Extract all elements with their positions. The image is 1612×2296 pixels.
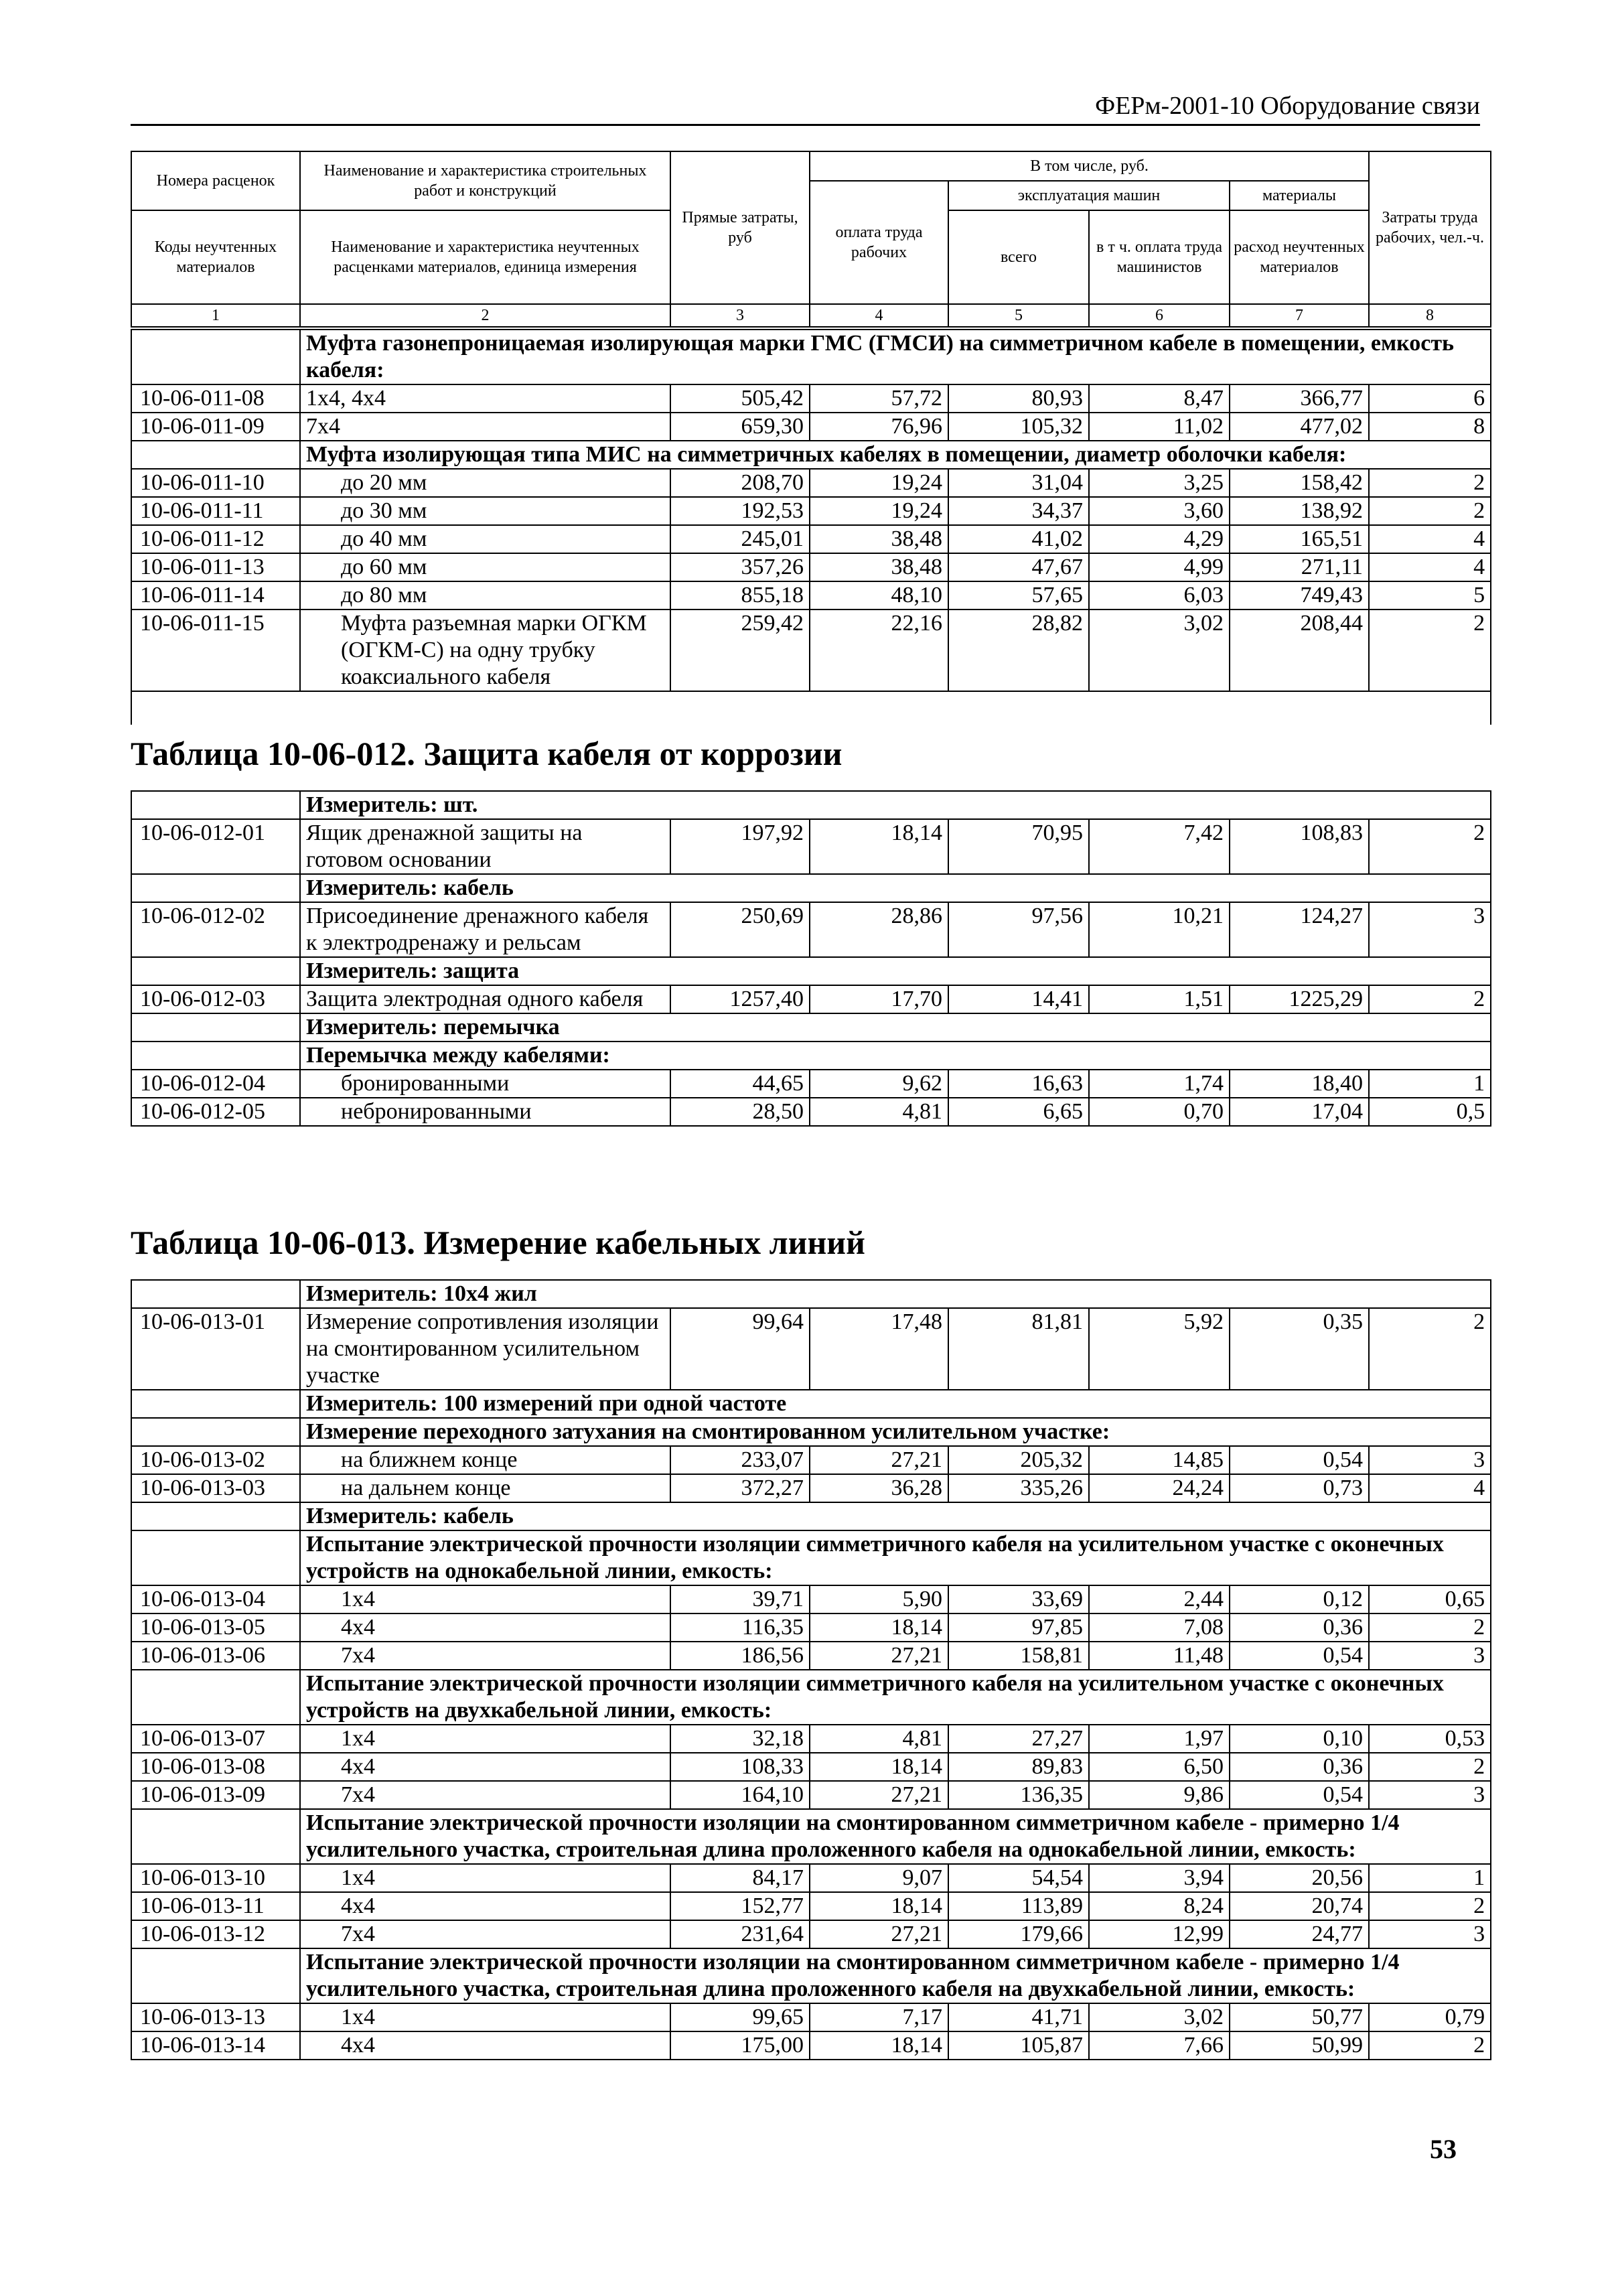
machinist-labor-cost: 7,08 [1089, 1613, 1230, 1642]
direct-cost: 505,42 [670, 384, 810, 413]
material-cost: 0,54 [1230, 1642, 1369, 1670]
direct-cost: 259,42 [670, 609, 810, 691]
labor-hours: 4 [1369, 525, 1491, 553]
head-index: 3 [670, 304, 810, 327]
labor-hours: 2 [1369, 1753, 1491, 1781]
material-cost: 50,99 [1230, 2031, 1369, 2060]
material-cost: 0,12 [1230, 1585, 1369, 1613]
group-heading: Испытание электрической прочности изоляции на смонтированном симметричном кабеле - примерно 1/4 усилительного участка, строительная длина проложенного кабеля на двухкабельной линии, емкость: [300, 1948, 1491, 2003]
machinist-labor-cost: 1,51 [1089, 985, 1230, 1013]
material-cost: 0,73 [1230, 1474, 1369, 1502]
direct-cost: 39,71 [670, 1585, 810, 1613]
head-index: 8 [1369, 304, 1491, 327]
labor-cost: 9,07 [810, 1864, 948, 1892]
labor-cost: 9,62 [810, 1070, 948, 1098]
labor-cost: 4,81 [810, 1725, 948, 1753]
labor-hours: 2 [1369, 1892, 1491, 1920]
rate-name: 1х4 [300, 1725, 670, 1753]
direct-cost: 32,18 [670, 1725, 810, 1753]
measure-unit: Измеритель: кабель [300, 1502, 1491, 1530]
labor-hours: 1 [1369, 1070, 1491, 1098]
direct-cost: 108,33 [670, 1753, 810, 1781]
labor-hours: 1 [1369, 1864, 1491, 1892]
table-row [131, 1474, 1491, 1502]
direct-cost: 84,17 [670, 1864, 810, 1892]
table-row [131, 1753, 1491, 1781]
machinist-labor-cost: 3,02 [1089, 2003, 1230, 2031]
machinist-labor-cost: 11,48 [1089, 1642, 1230, 1670]
table-row [131, 525, 1491, 553]
table-row [131, 985, 1491, 1013]
machinist-labor-cost: 24,24 [1089, 1474, 1230, 1502]
material-cost: 138,92 [1230, 497, 1369, 525]
machine-cost: 136,35 [948, 1781, 1089, 1809]
rate-code: 10-06-013-09 [131, 1781, 300, 1809]
rate-name: Измерение сопротивления изоляции на смонтированном усилительном участке [300, 1308, 670, 1390]
machinist-labor-cost: 1,74 [1089, 1070, 1230, 1098]
rate-code: 10-06-011-14 [131, 581, 300, 609]
labor-cost: 17,48 [810, 1308, 948, 1390]
material-cost: 0,36 [1230, 1613, 1369, 1642]
rate-code: 10-06-013-04 [131, 1585, 300, 1613]
labor-cost: 38,48 [810, 525, 948, 553]
rate-name: Защита электродная одного кабеля [300, 985, 670, 1013]
material-cost: 124,27 [1230, 902, 1369, 957]
machinist-labor-cost: 8,47 [1089, 384, 1230, 413]
rate-code: 10-06-013-06 [131, 1642, 300, 1670]
labor-hours: 3 [1369, 1446, 1491, 1474]
machine-cost: 6,65 [948, 1098, 1089, 1126]
labor-cost: 18,14 [810, 1613, 948, 1642]
machinist-labor-cost: 1,97 [1089, 1725, 1230, 1753]
material-cost: 749,43 [1230, 581, 1369, 609]
head-code-bottom: Коды неучтенных материалов [131, 210, 300, 304]
head-group: В том числе, руб. [810, 151, 1369, 181]
rate-name: 1х4 [300, 1864, 670, 1892]
rate-code: 10-06-011-13 [131, 553, 300, 581]
direct-cost: 197,92 [670, 819, 810, 874]
table-row [131, 902, 1491, 957]
rate-code: 10-06-013-12 [131, 1920, 300, 1948]
machinist-labor-cost: 4,29 [1089, 525, 1230, 553]
material-cost: 165,51 [1230, 525, 1369, 553]
rate-name: 7х4 [300, 1781, 670, 1809]
table-row [131, 2031, 1491, 2060]
rate-code: 10-06-013-13 [131, 2003, 300, 2031]
rate-name: 7х4 [300, 1642, 670, 1670]
rate-name: небронированными [300, 1098, 670, 1126]
rate-name: Муфта разъемная марки ОГКМ (ОГКМ-С) на одну трубку коаксиального кабеля [300, 609, 670, 691]
labor-hours: 6 [1369, 384, 1491, 413]
head-index: 7 [1230, 304, 1369, 327]
machinist-labor-cost: 4,99 [1089, 553, 1230, 581]
material-cost: 366,77 [1230, 384, 1369, 413]
machine-cost: 81,81 [948, 1308, 1089, 1390]
rate-code: 10-06-012-02 [131, 902, 300, 957]
rate-name: бронированными [300, 1070, 670, 1098]
rate-code: 10-06-011-08 [131, 384, 300, 413]
direct-cost: 192,53 [670, 497, 810, 525]
head-code-top: Номера расценок [131, 151, 300, 210]
rate-code: 10-06-011-09 [131, 413, 300, 441]
direct-cost: 152,77 [670, 1892, 810, 1920]
material-cost: 20,56 [1230, 1864, 1369, 1892]
table-row [131, 553, 1491, 581]
material-cost: 0,36 [1230, 1753, 1369, 1781]
measure-unit: Измеритель: кабель [300, 874, 1491, 902]
rate-code: 10-06-011-15 [131, 609, 300, 691]
labor-hours: 8 [1369, 413, 1491, 441]
rate-code: 10-06-012-04 [131, 1070, 300, 1098]
rate-name: Ящик дренажной защиты на готовом основании [300, 819, 670, 874]
direct-cost: 372,27 [670, 1474, 810, 1502]
table-row [131, 413, 1491, 441]
table-row [131, 1892, 1491, 1920]
page-number: 53 [1430, 2134, 1457, 2164]
group-heading: Испытание электрической прочности изоляции на смонтированном симметричном кабеле - примерно 1/4 усилительного участка, строительная длина проложенного кабеля на однокабельной линии, емкость: [300, 1809, 1491, 1864]
group-heading: Муфта изолирующая типа МИС на симметричных кабелях в помещении, диаметр оболочки кабеля: [300, 441, 1491, 469]
table-row [131, 1725, 1491, 1753]
machinist-labor-cost: 8,24 [1089, 1892, 1230, 1920]
group-heading: Муфта газонепроницаемая изолирующая марки ГМС (ГМСИ) на симметричном кабеле в помещении, емкость кабеля: [300, 330, 1491, 384]
machine-cost: 34,37 [948, 497, 1089, 525]
head-index: 1 [131, 304, 300, 327]
rate-name: на дальнем конце [300, 1474, 670, 1502]
rate-name: 4х4 [300, 1892, 670, 1920]
rate-name: Присоединение дренажного кабеля к электродренажу и рельсам [300, 902, 670, 957]
direct-cost: 175,00 [670, 2031, 810, 2060]
rate-name: 4х4 [300, 1613, 670, 1642]
rate-code: 10-06-012-03 [131, 985, 300, 1013]
table-title: Таблица 10-06-013. Измерение кабельных линий [131, 1224, 865, 1261]
labor-cost: 27,21 [810, 1920, 948, 1948]
rate-code: 10-06-013-11 [131, 1892, 300, 1920]
machinist-labor-cost: 6,50 [1089, 1753, 1230, 1781]
machinist-labor-cost: 3,25 [1089, 469, 1230, 497]
section-011 [131, 329, 1491, 725]
head-index: 5 [948, 304, 1089, 327]
direct-cost: 357,26 [670, 553, 810, 581]
table-row [131, 384, 1491, 413]
direct-cost: 208,70 [670, 469, 810, 497]
material-cost: 50,77 [1230, 2003, 1369, 2031]
material-cost: 0,54 [1230, 1446, 1369, 1474]
table-row [131, 1642, 1491, 1670]
material-cost: 208,44 [1230, 609, 1369, 691]
machine-cost: 158,81 [948, 1642, 1089, 1670]
labor-hours: 2 [1369, 497, 1491, 525]
labor-cost: 38,48 [810, 553, 948, 581]
measure-unit: Измеритель: перемычка [300, 1013, 1491, 1042]
direct-cost: 231,64 [670, 1920, 810, 1948]
rate-code: 10-06-013-07 [131, 1725, 300, 1753]
machine-cost: 41,02 [948, 525, 1089, 553]
direct-cost: 28,50 [670, 1098, 810, 1126]
labor-cost: 7,17 [810, 2003, 948, 2031]
direct-cost: 233,07 [670, 1446, 810, 1474]
labor-cost: 19,24 [810, 497, 948, 525]
labor-hours: 5 [1369, 581, 1491, 609]
machine-cost: 97,85 [948, 1613, 1089, 1642]
rate-code: 10-06-013-10 [131, 1864, 300, 1892]
measure-unit: Измеритель: защита [300, 957, 1491, 985]
material-cost: 108,83 [1230, 819, 1369, 874]
machinist-labor-cost: 7,42 [1089, 819, 1230, 874]
labor-hours: 0,53 [1369, 1725, 1491, 1753]
rate-name: до 30 мм [300, 497, 670, 525]
labor-cost: 22,16 [810, 609, 948, 691]
rate-code: 10-06-012-05 [131, 1098, 300, 1126]
material-cost: 18,40 [1230, 1070, 1369, 1098]
head-index: 2 [300, 304, 670, 327]
table-row [131, 1446, 1491, 1474]
machine-cost: 70,95 [948, 819, 1089, 874]
labor-hours: 2 [1369, 1308, 1491, 1390]
rate-name: до 40 мм [300, 525, 670, 553]
labor-hours: 3 [1369, 1920, 1491, 1948]
machinist-labor-cost: 0,70 [1089, 1098, 1230, 1126]
table-row [131, 581, 1491, 609]
labor-hours: 2 [1369, 609, 1491, 691]
machinist-labor-cost: 3,02 [1089, 609, 1230, 691]
table-row [131, 1308, 1491, 1390]
machinist-labor-cost: 11,02 [1089, 413, 1230, 441]
head-labor: оплата труда рабочих [810, 181, 948, 304]
material-cost: 0,35 [1230, 1308, 1369, 1390]
rate-name: 4х4 [300, 1753, 670, 1781]
table-row [131, 1920, 1491, 1948]
rate-name: до 60 мм [300, 553, 670, 581]
machine-cost: 27,27 [948, 1725, 1089, 1753]
labor-hours: 2 [1369, 469, 1491, 497]
machine-cost: 113,89 [948, 1892, 1089, 1920]
group-heading: Испытание электрической прочности изоляции симметричного кабеля на усилительном участке с оконечных устройств на однокабельной линии, емкость: [300, 1530, 1491, 1585]
material-cost: 17,04 [1230, 1098, 1369, 1126]
machine-cost: 14,41 [948, 985, 1089, 1013]
rate-name: 7х4 [300, 413, 670, 441]
machinist-labor-cost: 6,03 [1089, 581, 1230, 609]
machine-cost: 41,71 [948, 2003, 1089, 2031]
head-index: 6 [1089, 304, 1230, 327]
labor-cost: 28,86 [810, 902, 948, 957]
machine-cost: 47,67 [948, 553, 1089, 581]
labor-hours: 3 [1369, 902, 1491, 957]
labor-hours: 0,5 [1369, 1098, 1491, 1126]
labor-hours: 2 [1369, 985, 1491, 1013]
labor-hours: 2 [1369, 2031, 1491, 2060]
table-row [131, 1098, 1491, 1126]
labor-cost: 18,14 [810, 1753, 948, 1781]
labor-cost: 76,96 [810, 413, 948, 441]
labor-cost: 18,14 [810, 819, 948, 874]
direct-cost: 99,64 [670, 1308, 810, 1390]
labor-cost: 27,21 [810, 1781, 948, 1809]
head-machines-total: всего [948, 210, 1089, 304]
rate-name: 7х4 [300, 1920, 670, 1948]
machine-cost: 105,87 [948, 2031, 1089, 2060]
running-header: ФЕРм-2001-10 Оборудование связи [131, 90, 1480, 126]
rate-code: 10-06-013-08 [131, 1753, 300, 1781]
material-cost: 477,02 [1230, 413, 1369, 441]
material-cost: 0,54 [1230, 1781, 1369, 1809]
labor-hours: 2 [1369, 819, 1491, 874]
labor-hours: 4 [1369, 1474, 1491, 1502]
machine-cost: 97,56 [948, 902, 1089, 957]
measure-unit: Измеритель: шт. [300, 791, 1491, 819]
rate-name: 1х4 [300, 1585, 670, 1613]
machine-cost: 31,04 [948, 469, 1089, 497]
direct-cost: 659,30 [670, 413, 810, 441]
table-row [131, 469, 1491, 497]
direct-cost: 855,18 [670, 581, 810, 609]
machine-cost: 54,54 [948, 1864, 1089, 1892]
table-row [131, 497, 1491, 525]
machinist-labor-cost: 7,66 [1089, 2031, 1230, 2060]
machinist-labor-cost: 14,85 [1089, 1446, 1230, 1474]
labor-cost: 19,24 [810, 469, 948, 497]
table-row [131, 609, 1491, 691]
labor-hours: 4 [1369, 553, 1491, 581]
machine-cost: 89,83 [948, 1753, 1089, 1781]
labor-cost: 57,72 [810, 384, 948, 413]
machine-cost: 33,69 [948, 1585, 1089, 1613]
material-cost: 158,42 [1230, 469, 1369, 497]
table-header [131, 151, 1491, 328]
machine-cost: 28,82 [948, 609, 1089, 691]
rate-code: 10-06-011-12 [131, 525, 300, 553]
machine-cost: 205,32 [948, 1446, 1089, 1474]
head-direct: Прямые затраты, руб [670, 151, 810, 304]
table-row [131, 1781, 1491, 1809]
machinist-labor-cost: 2,44 [1089, 1585, 1230, 1613]
direct-cost: 245,01 [670, 525, 810, 553]
direct-cost: 186,56 [670, 1642, 810, 1670]
machine-cost: 16,63 [948, 1070, 1089, 1098]
rate-name: до 80 мм [300, 581, 670, 609]
machine-cost: 57,65 [948, 581, 1089, 609]
head-materials: материалы [1230, 181, 1369, 210]
table-row [131, 819, 1491, 874]
measure-unit: Измеритель: 10х4 жил [300, 1280, 1491, 1308]
head-hours: Затраты труда рабочих, чел.-ч. [1369, 151, 1491, 304]
labor-cost: 4,81 [810, 1098, 948, 1126]
machine-cost: 105,32 [948, 413, 1089, 441]
table-row [131, 1613, 1491, 1642]
group-heading: Измерение переходного затухания на смонтированном усилительном участке: [300, 1418, 1491, 1446]
machinist-labor-cost: 5,92 [1089, 1308, 1230, 1390]
machine-cost: 80,93 [948, 384, 1089, 413]
machinist-labor-cost: 10,21 [1089, 902, 1230, 957]
material-cost: 1225,29 [1230, 985, 1369, 1013]
direct-cost: 250,69 [670, 902, 810, 957]
rate-code: 10-06-013-02 [131, 1446, 300, 1474]
rate-code: 10-06-013-05 [131, 1613, 300, 1642]
head-machinists-labor: в т ч. оплата труда машинистов [1089, 210, 1230, 304]
labor-hours: 0,65 [1369, 1585, 1491, 1613]
labor-hours: 3 [1369, 1642, 1491, 1670]
machinist-labor-cost: 3,60 [1089, 497, 1230, 525]
group-heading: Перемычка между кабелями: [300, 1042, 1491, 1070]
material-cost: 24,77 [1230, 1920, 1369, 1948]
labor-cost: 36,28 [810, 1474, 948, 1502]
direct-cost: 164,10 [670, 1781, 810, 1809]
head-materials-use: расход неучтенных материалов [1230, 210, 1369, 304]
labor-cost: 17,70 [810, 985, 948, 1013]
labor-hours: 0,79 [1369, 2003, 1491, 2031]
section-012 [131, 790, 1491, 1127]
rate-name: 4х4 [300, 2031, 670, 2060]
head-name-top: Наименование и характеристика строительных работ и конструкций [300, 151, 670, 210]
head-index: 4 [810, 304, 948, 327]
head-machines: эксплуатация машин [948, 181, 1230, 210]
direct-cost: 116,35 [670, 1613, 810, 1642]
machinist-labor-cost: 9,86 [1089, 1781, 1230, 1809]
material-cost: 271,11 [1230, 553, 1369, 581]
direct-cost: 1257,40 [670, 985, 810, 1013]
machine-cost: 179,66 [948, 1920, 1089, 1948]
rate-code: 10-06-013-01 [131, 1308, 300, 1390]
labor-cost: 27,21 [810, 1642, 948, 1670]
rate-name: 1х4, 4х4 [300, 384, 670, 413]
rate-code: 10-06-013-14 [131, 2031, 300, 2060]
machinist-labor-cost: 3,94 [1089, 1864, 1230, 1892]
measure-unit: Измеритель: 100 измерений при одной частоте [300, 1390, 1491, 1418]
rate-code: 10-06-011-10 [131, 469, 300, 497]
rate-name: на ближнем конце [300, 1446, 670, 1474]
section-013 [131, 1279, 1491, 2060]
direct-cost: 44,65 [670, 1070, 810, 1098]
labor-cost: 18,14 [810, 1892, 948, 1920]
group-heading: Испытание электрической прочности изоляции симметричного кабеля на усилительном участке с оконечных устройств на двухкабельной линии, емкость: [300, 1670, 1491, 1725]
rate-name: 1х4 [300, 2003, 670, 2031]
rate-code: 10-06-012-01 [131, 819, 300, 874]
labor-cost: 5,90 [810, 1585, 948, 1613]
machine-cost: 335,26 [948, 1474, 1089, 1502]
material-cost: 20,74 [1230, 1892, 1369, 1920]
table-row [131, 1070, 1491, 1098]
rate-name: до 20 мм [300, 469, 670, 497]
table-row [131, 1864, 1491, 1892]
labor-cost: 48,10 [810, 581, 948, 609]
labor-hours: 3 [1369, 1781, 1491, 1809]
material-cost: 0,10 [1230, 1725, 1369, 1753]
direct-cost: 99,65 [670, 2003, 810, 2031]
table-title: Таблица 10-06-012. Защита кабеля от коррозии [131, 735, 842, 772]
machinist-labor-cost: 12,99 [1089, 1920, 1230, 1948]
labor-cost: 18,14 [810, 2031, 948, 2060]
table-row [131, 2003, 1491, 2031]
table-row [131, 1585, 1491, 1613]
labor-cost: 27,21 [810, 1446, 948, 1474]
rate-code: 10-06-013-03 [131, 1474, 300, 1502]
head-name-bottom: Наименование и характеристика неучтенных расценками материалов, единица измерения [300, 210, 670, 304]
labor-hours: 2 [1369, 1613, 1491, 1642]
rate-code: 10-06-011-11 [131, 497, 300, 525]
